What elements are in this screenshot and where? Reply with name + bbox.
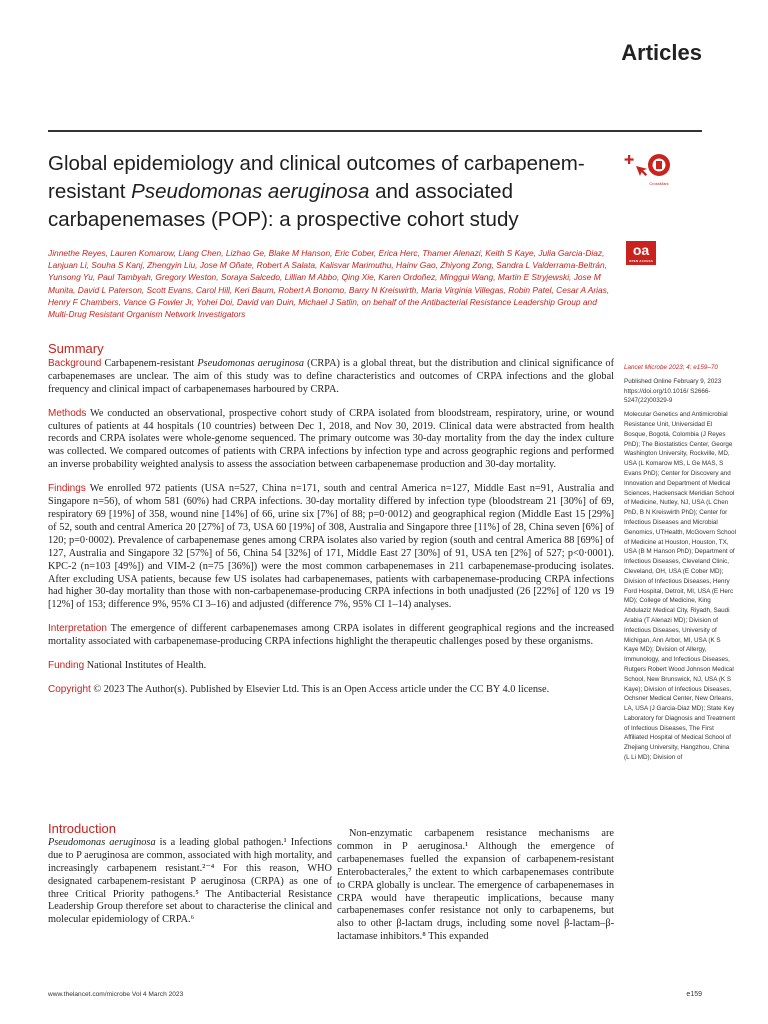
author-affiliations: Molecular Genetics and Antimicrobial Resistance Unit, Universidad El Bosque, Bogotá, Colombia (J Reyes PhD); The Biostatistics Center, George Washington University, Rockville, MD, USA (L Komarow MS, L Ge MAS, S Evans PhD); Center for Discovery and Innovation and Department of Medical Sciences, Hackensack Meridian School of Medicine, Nutley, NJ, USA (L Chen PhD, B N Kreiswirth PhD); Center for Infectious Diseases and Microbial Genomics, UTHealth, McGovern School of Medicine at Houston, Houston, TX, USA (B M Hanson PhD); Department of Infectious Diseases, Cleveland Clinic, Cleveland, OH, USA (E Cober MD); Division of Infectious Diseases, Henry Ford Hospital, Detroit, MI, USA (E Herc MD); College of Medicine, King Abdulaziz Medical City, Riyadh, Saudi Arabia (T Alenazi MD); Division of Infectious Diseases, University of Michigan, Ann Arbor, MI, USA (K S Kaye MD); Division of Allergy, Immunology, and Infectious Diseases, Rutgers Robert Wood Johnson Medical School, New Brunswick, NJ, USA (K S Kaye); Division of Infectious Diseases, Ochsner Medical Center, New Orleans, LA, USA (J Garcia-Diaz MD); State Key Laboratory for Diagnosis and Treatment of Infectious Diseases, The First Affiliated Hospital of Medical School of Zhejiang University, Hangzhou, China (L Li MD); Division of (624, 411, 736, 762)
open-access-badge[interactable] (626, 241, 656, 265)
author-list: Jinnethe Reyes, Lauren Komarow, Liang Chen, Lizhao Ge, Blake M Hanson, Eric Cober, Erica Herc, Thamer Alenazi, Keith S Kaye, Julia Garcia-Diaz, Lanjuan Li, Souha S Kanj, Zhengyin Liu, Jose M Oñate, Robert A Salata, Kalisvar Marimuthu, Hainv Gao, Zhiyong Zong, Sandra L Valderrama-Beltrán, Yunsong Yu, Paul Tambyah, Gregory Weston, Soraya Salcedo, Lillian M Abbo, Qing Xie, Karen Ordoñez, Minggui Wang, Martin E Stryjewski, Jose M Munita, David L Paterson, Scott Evans, Carol Hill, Keri Baum, Robert A Bonomo, Barry N Kreiswirth, Maria Virginia Villegas, Robin Patel, Cesar A Arias, Henry F Chambers, Vance G Fowler Jr, Yohei Doi, David van Duin, Michael J Satlin, on behalf of the Antibacterial Resistance Leadership Group and Multi-Drug Resistant Organism Network Investigators (48, 248, 610, 320)
page-number: e159 (686, 991, 702, 998)
findings-paragraph: Findings We enrolled 972 patients (USA n=527, China n=171, south and central America n=127, Middle East n=91, Australia and Singapore n=56), of whom 581 (60%) had CRPA infections. 30-day mortality differed by infection type (bloodstream 21 [30%] of 69, respiratory 69 [19%] of 358, wound nine [14%] of 66, urine six [7%] of 88; p=0·0012) and geographical region (Middle East 15 [29%] of 52, south and central America 20 [27%] of 73, USA 60 [19%] of 308, Australia and Singapore three [11%] of 28, China seven [6%] of 120; p=0·0002). Prevalence of carbapenemase genes among CRPA isolates also varied by region (south and central America 88 [69%] of 127, Australia and Singapore 32 [57%] of 56, China 54 [32%] of 171, Middle East 27 [30%] of 91, USA ten [2%] of 527; p<0·0001). KPC-2 (n=103 [49%]) and VIM-2 (n=75 [36%]) were the most common carbapenemases in 211 carbapenemase-producing isolates. After excluding USA patients, because few US isolates had carbapenemases, patients with carbapenemase-producing CRPA infections had higher 30-day mortality than those with non-carbapenemase-producing CRPA infections in both unadjusted (26 [22%] of 120 vs 19 [12%] of 153; difference 9%, 95% CI 3–16) and adjusted (difference 7%, 95% CI 1–14) analyses. (48, 483, 614, 611)
summary-heading: Summary (48, 341, 104, 356)
oa-label: oa (632, 242, 650, 258)
introduction-column-2 (337, 828, 614, 944)
copyright-paragraph: Copyright © 2023 The Author(s). Published by Elsevier Ltd. This is an Open Access article under the CC BY 4.0 license. (48, 683, 550, 695)
section-label: Articles (621, 40, 702, 65)
header-rule (48, 130, 702, 132)
crossmark-icon[interactable] (622, 150, 678, 188)
interpretation-paragraph: Interpretation The emergence of different carbapenemases among CRPA isolates in different geographical regions and the increased mortality associated with carbapenemase-producing CRPA infections highlight the therapeutic challenges posed by these organisms. (48, 623, 614, 648)
funding-paragraph: Funding National Institutes of Health. (48, 660, 207, 672)
sidebar-notes (624, 363, 736, 763)
background-paragraph: Background Carbapenem-resistant Pseudomonas aeruginosa (CRPA) is a global threat, but the distribution and clinical significance of carbapenemases are unclear. The aim of this study was to define characteristics and outcomes of CRPA infections and the global frequency and clinical impact of carbapenemases harboured by CRPA. (48, 357, 614, 395)
article-title: Global epidemiology and clinical outcomes of carbapenem-resistant Pseudomonas aeruginosa and associated carbapenemases (POP): a prospective cohort study (48, 152, 585, 231)
page-footer (48, 991, 702, 998)
publication-info[interactable]: Published Online February 9, 2023 https://doi.org/10.1016/ S2666-5247(22)00329-9 (624, 377, 722, 405)
footer-journal[interactable]: www.thelancet.com/microbe Vol 4 March 2023 (48, 991, 184, 998)
journal-citation[interactable]: Lancet Microbe 2023; 4: e159–70 (624, 364, 718, 371)
oa-sublabel: OPEN ACCESS (629, 259, 653, 263)
introduction-column-1 (48, 823, 332, 927)
intro-paragraph-1: Pseudomonas aeruginosa is a leading global pathogen.¹ Infections due to P aeruginosa are common, associated with high mortality, and increasingly carbapenem resistant.²⁻⁴ For this reason, WHO designated carbapenem-resistant P aeruginosa (CRPA) as one of three Critical Priority pathogens.⁵ The Antibacterial Resistance Leadership Group therefore set about to characterise the clinical and molecular epidemiology of CRPA.⁶ (48, 836, 332, 926)
intro-paragraph-2: Non-enzymatic carbapenem resistance mechanisms are common in P aeruginosa.¹ Although the emergence of carbapenemases fuelled the expansion of carbapenem-resistant Enterobacterales,⁷ the extent to which carbapenemases contribute to CRPA globally is unclear. The emergence of carbapenemases in CRPA would have therapeutic implications, because many carbapenemases confer resistance not only to carbapenems, but also to other β-lactam drugs, including some novel β-lactam–β-lactamase inhibitors.⁸ This expanded (337, 828, 614, 943)
crossmark-label: CrossMark (649, 181, 669, 186)
summary-section (48, 343, 614, 708)
introduction-heading: Introduction (48, 821, 116, 836)
methods-paragraph: Methods We conducted an observational, prospective cohort study of CRPA isolated from bloodstream, respiratory, urine, or wound cultures of patients at 44 hospitals (10 countries) between Dec 1, 2018, and Nov 30, 2019. Clinical data were abstracted from health records and CRPA isolates were whole-genome sequenced. The primary outcome was 30-day mortality from the day the index culture was collected. We compared outcomes of patients with CRPA infections by infection type and across geographic regions and performed an inverse probability weighted analysis to assess the association between carbapenemase production and 30-day mortality. (48, 407, 614, 471)
